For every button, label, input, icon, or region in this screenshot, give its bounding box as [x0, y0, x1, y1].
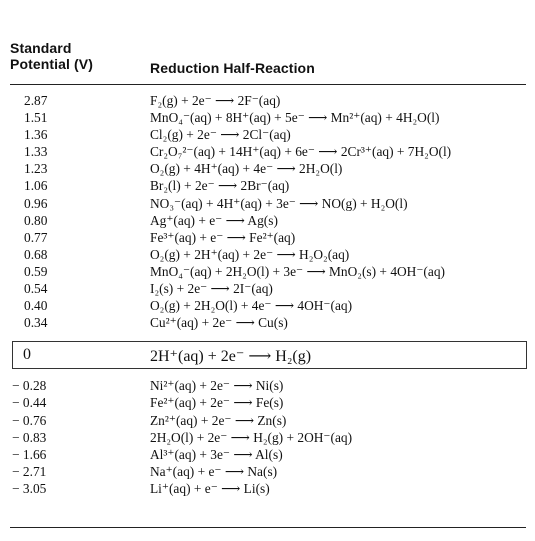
- half-reaction: Ag⁺(aq) + e⁻ ⟶ Ag(s): [150, 212, 278, 228]
- header-potential-line2: Potential (V): [10, 56, 93, 72]
- table-row: [0, 446, 535, 463]
- potential-value: − 1.66: [12, 446, 47, 462]
- table-row: [0, 109, 535, 126]
- potential-value: 0.77: [24, 229, 48, 245]
- half-reaction: Al³⁺(aq) + 3e⁻ ⟶ Al(s): [150, 446, 283, 462]
- table-row: [0, 297, 535, 314]
- table-row: [0, 314, 535, 331]
- table-row: [0, 412, 535, 429]
- potential-value: − 0.76: [12, 412, 47, 428]
- table-row: [0, 212, 535, 229]
- potential-value: 0.80: [24, 212, 48, 228]
- table-row: [0, 263, 535, 280]
- potential-value: − 0.28: [12, 378, 47, 394]
- potential-value: 1.23: [24, 161, 48, 177]
- top-rule: [10, 84, 526, 85]
- potential-value: 2.87: [24, 93, 48, 108]
- half-reaction: O₂(g) + 4H⁺(aq) + 4e⁻ ⟶ 2H₂O(l): [150, 161, 343, 177]
- potential-value: 0.54: [24, 281, 48, 297]
- potential-table: [0, 92, 535, 497]
- reference-reaction: 2H⁺(aq) + 2e⁻ ⟶ H₂(g): [150, 348, 312, 366]
- potential-value: 0.68: [24, 246, 48, 262]
- header-potential: [10, 40, 93, 72]
- positive-rows: [0, 92, 535, 331]
- table-row: [0, 143, 535, 160]
- half-reaction: MnO₄⁻(aq) + 2H₂O(l) + 3e⁻ ⟶ MnO₂(s) + 4OH⁻(aq): [150, 263, 445, 279]
- header-reaction: Reduction Half-Reaction: [150, 60, 315, 76]
- negative-rows: [0, 377, 535, 497]
- potential-value: 1.33: [24, 144, 48, 160]
- bottom-rule: [10, 527, 526, 528]
- table-row: [0, 195, 535, 212]
- half-reaction: Zn²⁺(aq) + 2e⁻ ⟶ Zn(s): [150, 412, 287, 428]
- table-row: [0, 160, 535, 177]
- table-row: [0, 246, 535, 263]
- reference-row: [12, 341, 527, 369]
- potential-value: − 2.71: [12, 463, 47, 479]
- half-reaction: Cu²⁺(aq) + 2e⁻ ⟶ Cu(s): [150, 315, 288, 331]
- half-reaction: Ni²⁺(aq) + 2e⁻ ⟶ Ni(s): [150, 378, 284, 394]
- potential-value: − 0.44: [12, 395, 47, 411]
- reference-potential: 0: [23, 346, 31, 364]
- half-reaction: 2H₂O(l) + 2e⁻ ⟶ H₂(g) + 2OH⁻(aq): [150, 429, 353, 445]
- table-row: [0, 429, 535, 446]
- potential-value: 1.51: [24, 110, 48, 126]
- half-reaction: Fe³⁺(aq) + e⁻ ⟶ Fe²⁺(aq): [150, 229, 296, 245]
- half-reaction: F₂(g) + 2e⁻ ⟶ 2F⁻(aq): [150, 93, 281, 108]
- potential-value: − 0.83: [12, 429, 47, 445]
- potential-value: 0.34: [24, 315, 48, 331]
- table-row: [0, 126, 535, 143]
- header-potential-line1: Standard: [10, 40, 72, 56]
- table-row: [0, 229, 535, 246]
- table-row: [0, 92, 535, 109]
- potential-value: 1.06: [24, 178, 48, 194]
- half-reaction: MnO₄⁻(aq) + 8H⁺(aq) + 5e⁻ ⟶ Mn²⁺(aq) + 4H₂O(l): [150, 110, 440, 126]
- table-row: [0, 480, 535, 497]
- table-row: [0, 377, 535, 394]
- table-row: [0, 463, 535, 480]
- half-reaction: Fe²⁺(aq) + 2e⁻ ⟶ Fe(s): [150, 395, 284, 411]
- half-reaction: Cl₂(g) + 2e⁻ ⟶ 2Cl⁻(aq): [150, 127, 291, 143]
- potential-value: 0.40: [24, 298, 48, 314]
- half-reaction: Li⁺(aq) + e⁻ ⟶ Li(s): [150, 480, 270, 496]
- table-row: [0, 394, 535, 411]
- half-reaction: Br₂(l) + 2e⁻ ⟶ 2Br⁻(aq): [150, 178, 290, 194]
- potential-value: 1.36: [24, 127, 48, 143]
- half-reaction: I₂(s) + 2e⁻ ⟶ 2I⁻(aq): [150, 281, 273, 297]
- potential-value: 0.96: [24, 195, 48, 211]
- potential-value: 0.59: [24, 263, 48, 279]
- table-row: [0, 280, 535, 297]
- half-reaction: NO₃⁻(aq) + 4H⁺(aq) + 3e⁻ ⟶ NO(g) + H₂O(l): [150, 195, 408, 211]
- table-row: [0, 177, 535, 194]
- half-reaction: O₂(g) + 2H⁺(aq) + 2e⁻ ⟶ H₂O₂(aq): [150, 246, 350, 262]
- potential-value: − 3.05: [12, 480, 47, 496]
- half-reaction: Na⁺(aq) + e⁻ ⟶ Na(s): [150, 463, 278, 479]
- half-reaction: Cr₂O₇²⁻(aq) + 14H⁺(aq) + 6e⁻ ⟶ 2Cr³⁺(aq) + 7H₂O(l): [150, 144, 452, 160]
- half-reaction: O₂(g) + 2H₂O(l) + 4e⁻ ⟶ 4OH⁻(aq): [150, 298, 353, 314]
